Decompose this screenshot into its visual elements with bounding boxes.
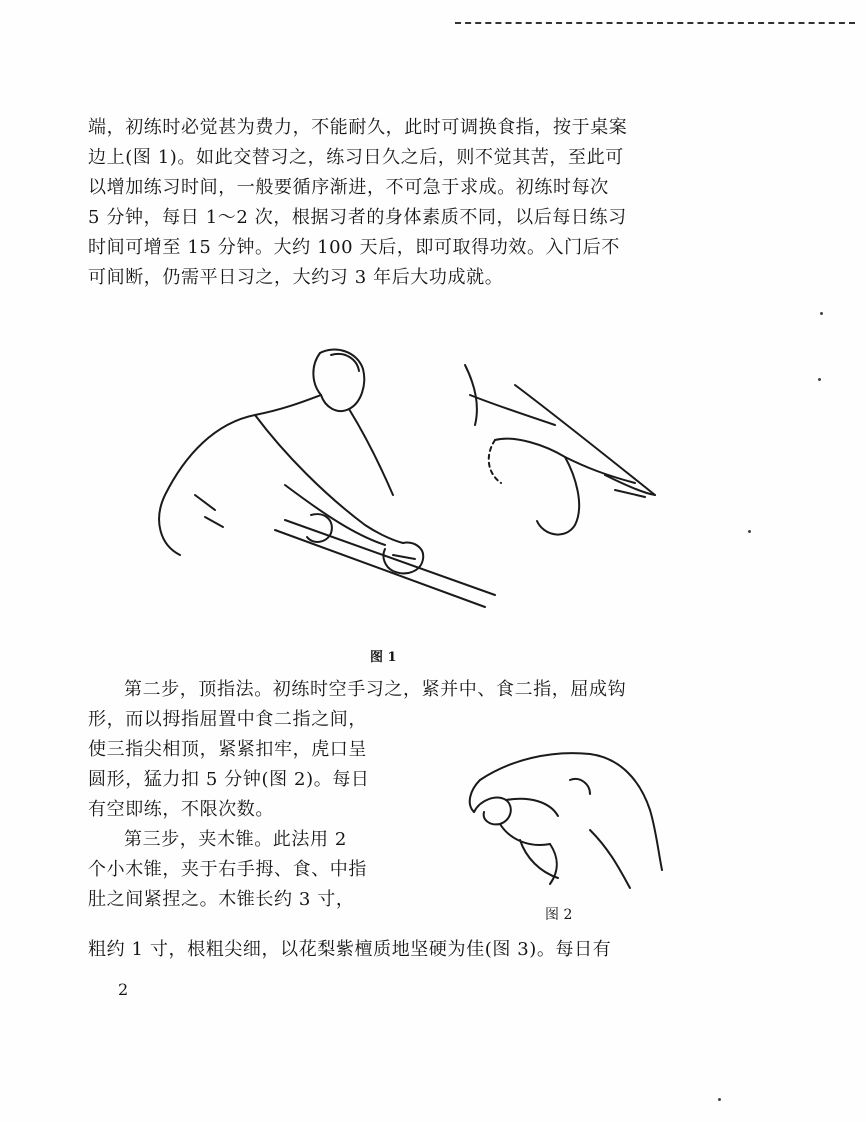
intro-paragraph: [88, 113, 708, 293]
text-line: 第二步，顶指法。初练时空手习之，紧并中、食二指，屈成钩: [124, 679, 627, 700]
text-line: 端，初练时必觉甚为费力，不能耐久，此时可调换食指，按于桌案: [88, 117, 628, 138]
text-line: 粗约 1 寸，根粗尖细，以花梨紫檀质地坚硬为佳(图 3)。每日有: [88, 939, 612, 960]
page-number: 2: [118, 980, 129, 999]
figure-2-caption: 图 2: [545, 907, 573, 923]
scan-speck: [818, 378, 821, 381]
text-line: 使三指尖相顶，紧紧扣牢，虎口呈: [88, 739, 367, 760]
text-line: 肚之间紧捏之。木锥长约 3 寸，: [88, 889, 355, 910]
figure-1-illustration: [135, 345, 675, 615]
scan-speck: [718, 1098, 721, 1101]
text-line: 5 分钟，每日 1～2 次，根据习者的身体素质不同，以后每日练习: [88, 207, 627, 228]
text-line: 时间可增至 15 分钟。大约 100 天后，即可取得功效。入门后不: [88, 237, 620, 258]
step-2-heading: [88, 675, 708, 705]
closing-line: [88, 935, 708, 965]
text-line: 可间断，仍需平日习之，大约习 3 年后大功成就。: [88, 267, 504, 288]
step-2-3-paragraph: [88, 705, 418, 915]
text-line: 圆形，猛力扣 5 分钟(图 2)。每日: [88, 769, 370, 790]
scan-speck: [820, 312, 823, 315]
text-line: 以增加练习时间，一般要循序渐进，不可急于求成。初练时每次: [88, 177, 609, 198]
figure-2-hand-illustration: [440, 740, 680, 900]
scan-speck: [748, 530, 751, 533]
text-line: 个小木锥，夹于右手拇、食、中指: [88, 859, 367, 880]
text-line: 形，而以拇指屈置中食二指之间，: [88, 709, 367, 730]
text-line: 有空即练，不限次数。: [88, 799, 274, 820]
text-line: 边上(图 1)。如此交替习之，练习日久之后，则不觉其苦，至此可: [88, 147, 624, 168]
text-line: 第三步，夹木锥。此法用 2: [124, 829, 347, 850]
header-dashed-rule: [455, 22, 855, 24]
figure-1-caption: 图 1: [370, 650, 397, 665]
